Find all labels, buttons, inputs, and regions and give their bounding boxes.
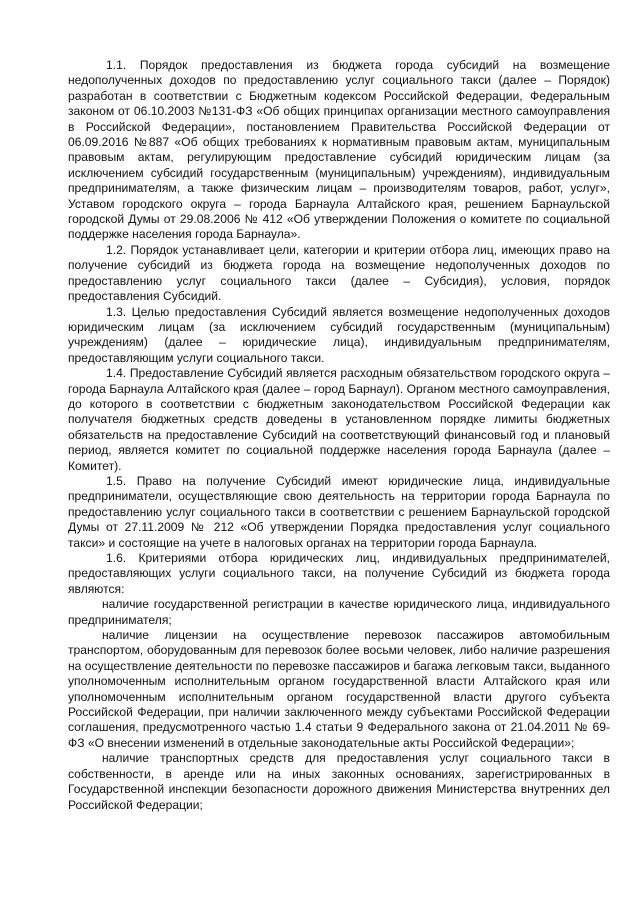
- criterion-license: наличие лицензии на осуществление перевозок пассажиров автомобильным транспортом, оборудованным для перевозок более восьми человек, либо наличие разрешения на осуществление деятельности по перевозке пассажиров и багажа легковым такси, выданного уполномоченным исполнительным органом государственной власти Алтайского края или уполномоченным исполнительным органом государственной власти другого субъекта Российской Федерации, при наличии заключенного между субъектами Российской Федерации соглашения, предусмотренного частью 1.4 статьи 9 Федерального закона от 21.04.2011 № 69-ФЗ «О внесении изменений в отдельные законодательные акты Российской Федерации»;: [68, 628, 610, 750]
- paragraph-1-5: 1.5. Право на получение Субсидий имеют юридические лица, индивидуальные предприниматели, осуществляющие свою деятельность на территории города Барнаула по предоставлению услуг социального такси в соответствии с решением Барнаульской городской Думы от 27.11.2009 № 212 «Об утверждении Порядка предоставления услуг социального такси» и состоящие на учете в налоговых органах на территории города Барнаула.: [68, 473, 610, 550]
- paragraph-1-4: 1.4. Предоставление Субсидий является расходным обязательством городского округа – города Барнаула Алтайского края (далее – город Барнаул). Органом местного самоуправления, до которого в соответствии с бюджетным законодательством Российской Федерации как получателя бюджетных средств доведены в установленном порядке лимиты бюджетных обязательств на предоставление Субсидий на соответствующий финансовый год и плановый период, является комитет по социальной поддержке населения города Барнаула (далее – Комитет).: [68, 366, 610, 473]
- criterion-vehicles: наличие транспортных средств для предоставления услуг социального такси в собственности, в аренде или на иных законных основаниях, зарегистрированных в Государственной инспекции безопасности дорожного движения Министерства внутренних дел Российской Федерации;: [68, 751, 610, 812]
- criterion-registration: наличие государственной регистрации в качестве юридического лица, индивидуального предпринимателя;: [68, 597, 610, 627]
- paragraph-1-3: 1.3. Целью предоставления Субсидий является возмещение недополученных доходов юридическим лицам (за исключением субсидий государственным (муниципальным) учреждениям) (далее – юридические лица), индивидуальным предпринимателям, предоставляющим услуги социального такси.: [68, 304, 610, 365]
- paragraph-1-6: 1.6. Критериями отбора юридических лиц, индивидуальных предпринимателей, предоставляющих услуги социального такси, на получение Субсидий из бюджета города являются:: [68, 551, 610, 596]
- paragraph-1-2: 1.2. Порядок устанавливает цели, категории и критерии отбора лиц, имеющих право на получение субсидий из бюджета города на возмещение недополученных доходов по предоставлению услуг социального такси (далее – Субсидия), условия, порядок предоставления Субсидий.: [68, 242, 610, 304]
- paragraph-1-1: 1.1. Порядок предоставления из бюджета города субсидий на возмещение недополученных доходов по предоставлению услуг социального такси (далее – Порядок) разработан в соответствии с Бюджетным кодексом Российской Федерации, Федеральным законом от 06.10.2003 №131-ФЗ «Об общих принципах организации местного самоуправления в Российской Федерации», постановлением Правительства Российской Федерации от 06.09.2016 №887 «Об общих требованиях к нормативным правовым актам, муниципальным правовым актам, регулирующим предоставление субсидий юридическим лицам (за исключением субсидий государственным (муниципальным) учреждениям), индивидуальным предпринимателям, а также физическим лицам – производителям товаров, работ, услуг», Уставом городского округа – города Барнаула Алтайского края, решением Барнаульской городской Думы от 29.08.2006 № 412 «Об утверждении Положения о комитете по социальной поддержке населения города Барнаула».: [68, 58, 610, 242]
